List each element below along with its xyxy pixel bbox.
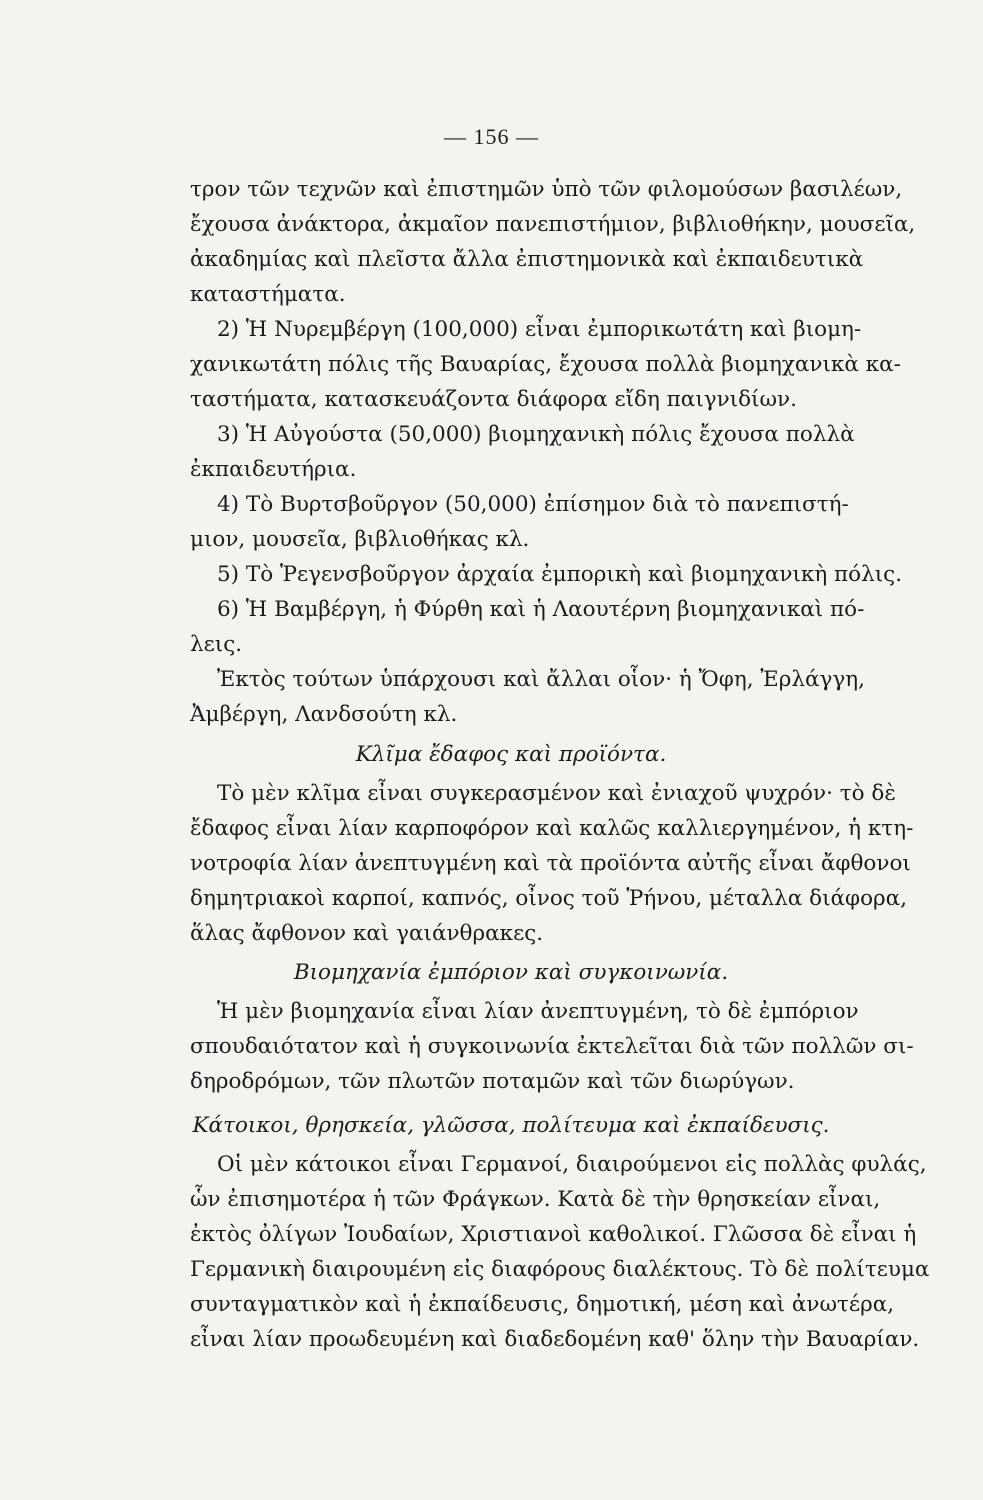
text-line: ἔχουσα ἀνάκτορα, ἀκμαῖον πανεπιστήμιον, βιβλιοθήκην, μουσεῖα, (190, 212, 916, 237)
text-line: Οἱ μὲν κάτοικοι εἶναι Γερμανοί, διαιρούμενοι εἰς πολλὰς φυλάς, (217, 1152, 927, 1177)
text-line: Ἡ μὲν βιομηχανία εἶναι λίαν ἀνεπτυγμένη, τὸ δὲ ἐμπόριον (217, 999, 859, 1024)
text-line: ἅλας ἄφθονον καὶ γαιάνθρακες. (190, 921, 544, 946)
text-line: Ἐκτὸς τούτων ὑπάρχουσι καὶ ἄλλαι οἷον· ἡ Ὄφη, Ἐρλάγγη, (217, 667, 865, 692)
text-line: ὧν ἐπισημοτέρα ἡ τῶν Φράγκων. Κατὰ δὲ τὴν θρησκείαν εἶναι, (190, 1187, 881, 1212)
page-number: — 156 — (444, 124, 539, 149)
text-line: εἶναι λίαν προωδευμένη καὶ διαδεδομένη καθ' ὅλην τὴν Βαυαρίαν. (190, 1327, 920, 1352)
section-heading-people: Κάτοικοι, θρησκεία, γλῶσσα, πολίτευμα καὶ ἐκπαίδευσις. (192, 1113, 830, 1138)
text-line: Τὸ μὲν κλῖμα εἶναι συγκερασμένον καὶ ἐνιαχοῦ ψυχρόν· τὸ δὲ (217, 781, 896, 806)
text-line: καταστήματα. (190, 282, 346, 307)
text-line: 5) Τὸ Ῥεγενσβοῦργον ἀρχαία ἐμπορικὴ καὶ βιομηχανικὴ πόλις. (217, 562, 903, 587)
text-line: μιον, μουσεῖα, βιβλιοθήκας κλ. (190, 527, 530, 552)
text-line: ἔδαφος εἶναι λίαν καρποφόρον καὶ καλῶς καλλιεργημένον, ἡ κτη- (190, 816, 914, 841)
text-line: ἐκπαιδευτήρια. (190, 457, 357, 482)
text-line: ταστήματα, κατασκευάζοντα διάφορα εἴδη παιγνιδίων. (190, 387, 797, 412)
text-line: τρον τῶν τεχνῶν καὶ ἐπιστημῶν ὑπὸ τῶν φιλομούσων βασιλέων, (190, 177, 903, 202)
text-line: ἀκαδημίας καὶ πλεῖστα ἄλλα ἐπιστημονικὰ καὶ ἐκπαιδευτικὰ (190, 247, 864, 272)
text-line: 6) Ἡ Βαμβέργη, ἡ Φύρθη καὶ ἡ Λαουτέρνη βιομηχανικαὶ πό- (217, 597, 865, 622)
text-line: 3) Ἡ Αὐγούστα (50,000) βιομηχανικὴ πόλις ἔχουσα πολλὰ (217, 422, 855, 447)
text-line: σπουδαιότατον καὶ ἡ συγκοινωνία ἐκτελεῖται διὰ τῶν πολλῶν σι- (190, 1034, 914, 1059)
text-line: ἐκτὸς ὀλίγων Ἰουδαίων, Χριστιανοὶ καθολικοί. Γλῶσσα δὲ εἶναι ἡ (190, 1222, 917, 1247)
text-line: δηροδρόμων, τῶν πλωτῶν ποταμῶν καὶ τῶν διωρύγων. (190, 1069, 795, 1094)
text-line: χανικωτάτη πόλις τῆς Βαυαρίας, ἔχουσα πολλὰ βιομηχανικὰ κα- (190, 352, 901, 377)
text-line: δημητριακοὶ καρποί, καπνός, οἶνος τοῦ Ῥήνου, μέταλλα διάφορα, (190, 886, 908, 911)
text-line: 2) Ἡ Νυρεμβέργη (100,000) εἶναι ἐμπορικωτάτη καὶ βιομη- (217, 317, 862, 342)
text-line: Γερμανικὴ διαιρουμένη εἰς διαφόρους διαλέκτους. Τὸ δὲ πολίτευμα (190, 1257, 930, 1282)
text-line: 4) Τὸ Βυρτσβοῦργον (50,000) ἐπίσημον διὰ τὸ πανεπιστή- (217, 492, 849, 517)
text-line: συνταγματικὸν καὶ ἡ ἐκπαίδευσις, δημοτική, μέση καὶ ἀνωτέρα, (190, 1292, 895, 1317)
section-heading-climate: Κλῖμα ἔδαφος καὶ προϊόντα. (355, 742, 667, 767)
text-line: λεις. (190, 632, 243, 657)
text-line: νοτροφία λίαν ἀνεπτυγμένη καὶ τὰ προϊόντα αὐτῆς εἶναι ἄφθονοι (190, 851, 911, 876)
section-heading-industry: Βιομηχανία ἐμπόριον καὶ συγκοινωνία. (293, 960, 729, 985)
text-line: Ἀμβέργη, Λανδσούτη κλ. (190, 702, 458, 727)
